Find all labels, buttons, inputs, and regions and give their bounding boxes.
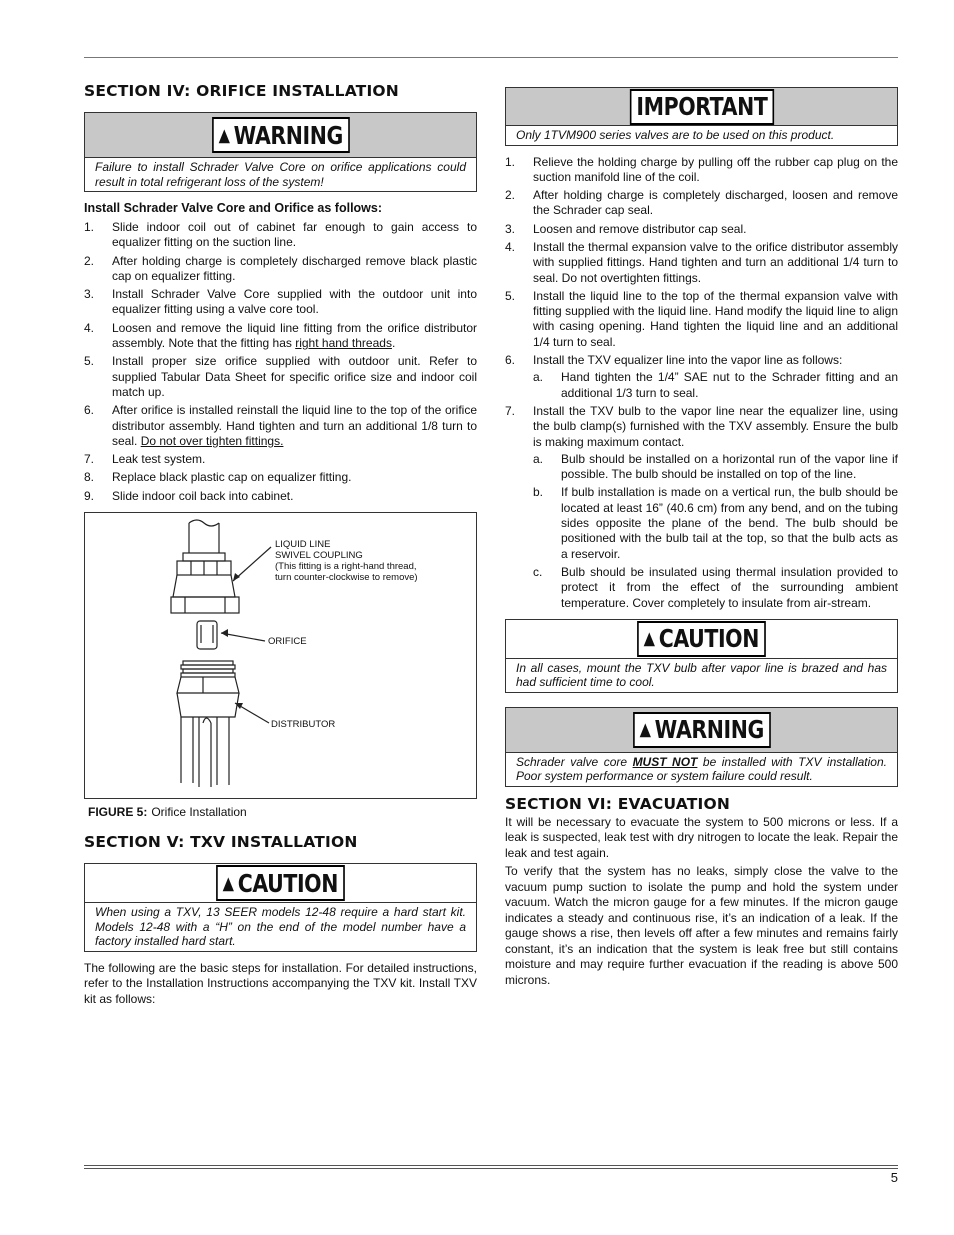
label-distributor: DISTRIBUTOR: [271, 719, 336, 731]
caution-text: When using a TXV, 13 SEER models 12-48 require a hard start kit. Models 12-48 with a “H” on the end of the model number have a factory installed hard start.: [95, 905, 466, 949]
list-item: 2. After holding charge is completely discharged remove black plastic cap on equalizer fitting.: [84, 253, 477, 283]
list-item: 5. Install the liquid line to the top of the thermal expansion valve with fitting supplied with the liquid line. Hand modify the liquid line to align with casing opening. Hand tighten the liquid line and an additional 1/4 turn to seal.: [505, 288, 898, 349]
orifice-steps: [84, 220, 477, 504]
page-number: 5: [890, 1170, 898, 1185]
footer-rule: [84, 1165, 898, 1166]
list-item: a. Bulb should be installed on a horizontal run of the vapor line if possible. The bulb should be installed on top of the line.: [533, 451, 898, 482]
footer-rule: [84, 1168, 898, 1169]
list-item: 1. Slide indoor coil out of cabinet far enough to gain access to equalizer fitting on the suction line.: [84, 220, 477, 250]
list-item: 6. Install the TXV equalizer line into the vapor line as follows: a. Hand tighten the 1/4” SAE nut to the Schrader fitting and an additional 1/3 turn to seal.: [505, 353, 898, 400]
list-item: 2. After holding charge is completely discharged, loosen and remove the Schrader cap seal.: [505, 188, 898, 218]
caution-badge: ▲ CAUTION: [637, 621, 765, 657]
list-item: 4. Install the thermal expansion valve to the orifice distributor assembly with supplied fittings. Hand tighten and turn an additional 1/4 turn to seal. Do not overtighten fittings.: [505, 239, 898, 285]
list-item: 7. Install the TXV bulb to the vapor line near the equalizer line, using the bulb clamp(s) furnished with the TXV assembly. Ensure the bulb is making maximum contact. a. Bulb should be installed on a horizontal run of the vapor line if possible. The bulb should be installed on top of the line. b. If bulb installation is made on a vertical run, the bulb should be located at least 16” (40.6 cm) from any bend, and on the tubing sides opposite the plane of the bend. The bulb should be positioned with the bulb tail at the top, so that the bulb acts as a reservoir. c. Bulb should be insulated using thermal insulation provided to protect it from the effect of the surrounding ambient temperature. Cover completely to insulate from air-stream.: [505, 403, 898, 610]
important-box: [505, 87, 898, 146]
header-rule: [84, 57, 898, 58]
list-item: 4. Loosen and remove the liquid line fitting from the orifice distributor assembly. Note that the fitting has right hand threads.: [84, 320, 477, 351]
warning-triangle-icon: ▲: [218, 124, 230, 146]
section6-title: SECTION VI: EVACUATION: [505, 794, 731, 813]
section4-title: SECTION IV: ORIFICE INSTALLATION: [84, 82, 399, 100]
list-item: 1. Relieve the holding charge by pulling off the rubber cap plug on the suction manifold line of the coil.: [505, 154, 898, 184]
list-item: c. Bulb should be insulated using thermal insulation provided to protect it from the effect of the surrounding ambient temperature. Cover completely to insulate from air-stream.: [533, 564, 898, 610]
right-column: [505, 87, 898, 988]
list-item: 3. Install Schrader Valve Core supplied with the outdoor unit into equalizer fitting using a valve core tool.: [84, 287, 477, 317]
label-liquid-line: LIQUID LINE SWIVEL COUPLING (This fitting is a right-hand thread, turn counter-clockwise to remove): [275, 539, 418, 584]
subheading: Install Schrader Valve Core and Orifice as follows:: [84, 201, 383, 215]
important-badge: IMPORTANT: [629, 89, 773, 125]
txv-intro: The following are the basic steps for installation. For detailed instructions, refer to the Installation Instructions accompanying the TXV kit. Install TXV kit as follows:: [84, 960, 477, 1006]
caution-box-2: [505, 619, 898, 693]
evacuation-para-2: To verify that the system has no leaks, simply close the valve to the vacuum pump suction to isolate the pump and hold the system under vacuum. Watch the micron gauge for a few minutes. If the micron gauge indicates a steady and continuous rise, it’s an indication of a leak. If the gauge shows a rise, then levels off after a few minutes and remains fairly constant, it’s an indication that the system is leak free but still contains moisture and may require further evacuation if the reading is above 500 microns.: [505, 864, 898, 987]
list-item: 3. Loosen and remove distributor cap seal.: [505, 221, 747, 236]
list-item: 8. Replace black plastic cap on equalizer fitting.: [84, 470, 352, 485]
warning-badge: ▲ WARNING: [633, 712, 770, 748]
list-item: 7. Leak test system.: [84, 452, 206, 467]
warning-triangle-icon: ▲: [639, 719, 651, 741]
figure-caption: FIGURE 5: Orifice Installation: [88, 805, 247, 820]
caution-badge: ▲ CAUTION: [216, 865, 344, 901]
caution-text: In all cases, mount the TXV bulb after vapor line is brazed and has had sufficient time to cool.: [516, 660, 887, 690]
txv-steps: [505, 155, 898, 611]
warning-triangle-icon: ▲: [222, 872, 234, 894]
warning-text: Schrader valve core MUST NOT be installed with TXV installation. Poor system performance or system failure could result.: [516, 754, 887, 784]
list-item: 6. After orifice is installed reinstall the liquid line to the top of the orifice distributor assembly. Hand tighten and turn an additional 1/8 turn to seal. Do not over tighten fittings.: [84, 403, 477, 448]
warning-badge: ▲ WARNING: [212, 117, 349, 153]
list-item: 9. Slide indoor coil back into cabinet.: [84, 488, 294, 503]
section5-title: SECTION V: TXV INSTALLATION: [84, 833, 358, 852]
figure-5: [84, 512, 477, 799]
warning-text: Failure to install Schrader Valve Core on orifice applications could result in total refrigerant loss of the system!: [95, 160, 466, 189]
important-text: Only 1TVM900 series valves are to be used on this product.: [516, 128, 835, 142]
evacuation-para-1: It will be necessary to evacuate the system to 500 microns or less. If a leak is suspected, leak test with dry nitrogen to locate the leak. Repair the leak and test again.: [505, 814, 898, 860]
warning-triangle-icon: ▲: [643, 628, 655, 650]
list-item: a. Hand tighten the 1/4” SAE nut to the Schrader fitting and an additional 1/3 turn to seal.: [533, 370, 898, 400]
warning-box-1: [84, 112, 477, 192]
caution-box-1: [84, 863, 477, 952]
left-column: [84, 78, 477, 1007]
label-orifice: ORIFICE: [268, 636, 307, 648]
warning-box-2: [505, 707, 898, 787]
list-item: b. If bulb installation is made on a vertical run, the bulb should be located at least 16” (40.6 cm) from any bend, and on the tubing sides opposite the plane of the bend. The bulb should be positioned with the bulb tail at the top, so that the bulb acts as a reservoir.: [533, 485, 898, 561]
list-item: 5. Install proper size orifice supplied with outdoor unit. Refer to supplied Tabular Data Sheet for specific orifice size and indoor coil match up.: [84, 354, 477, 399]
